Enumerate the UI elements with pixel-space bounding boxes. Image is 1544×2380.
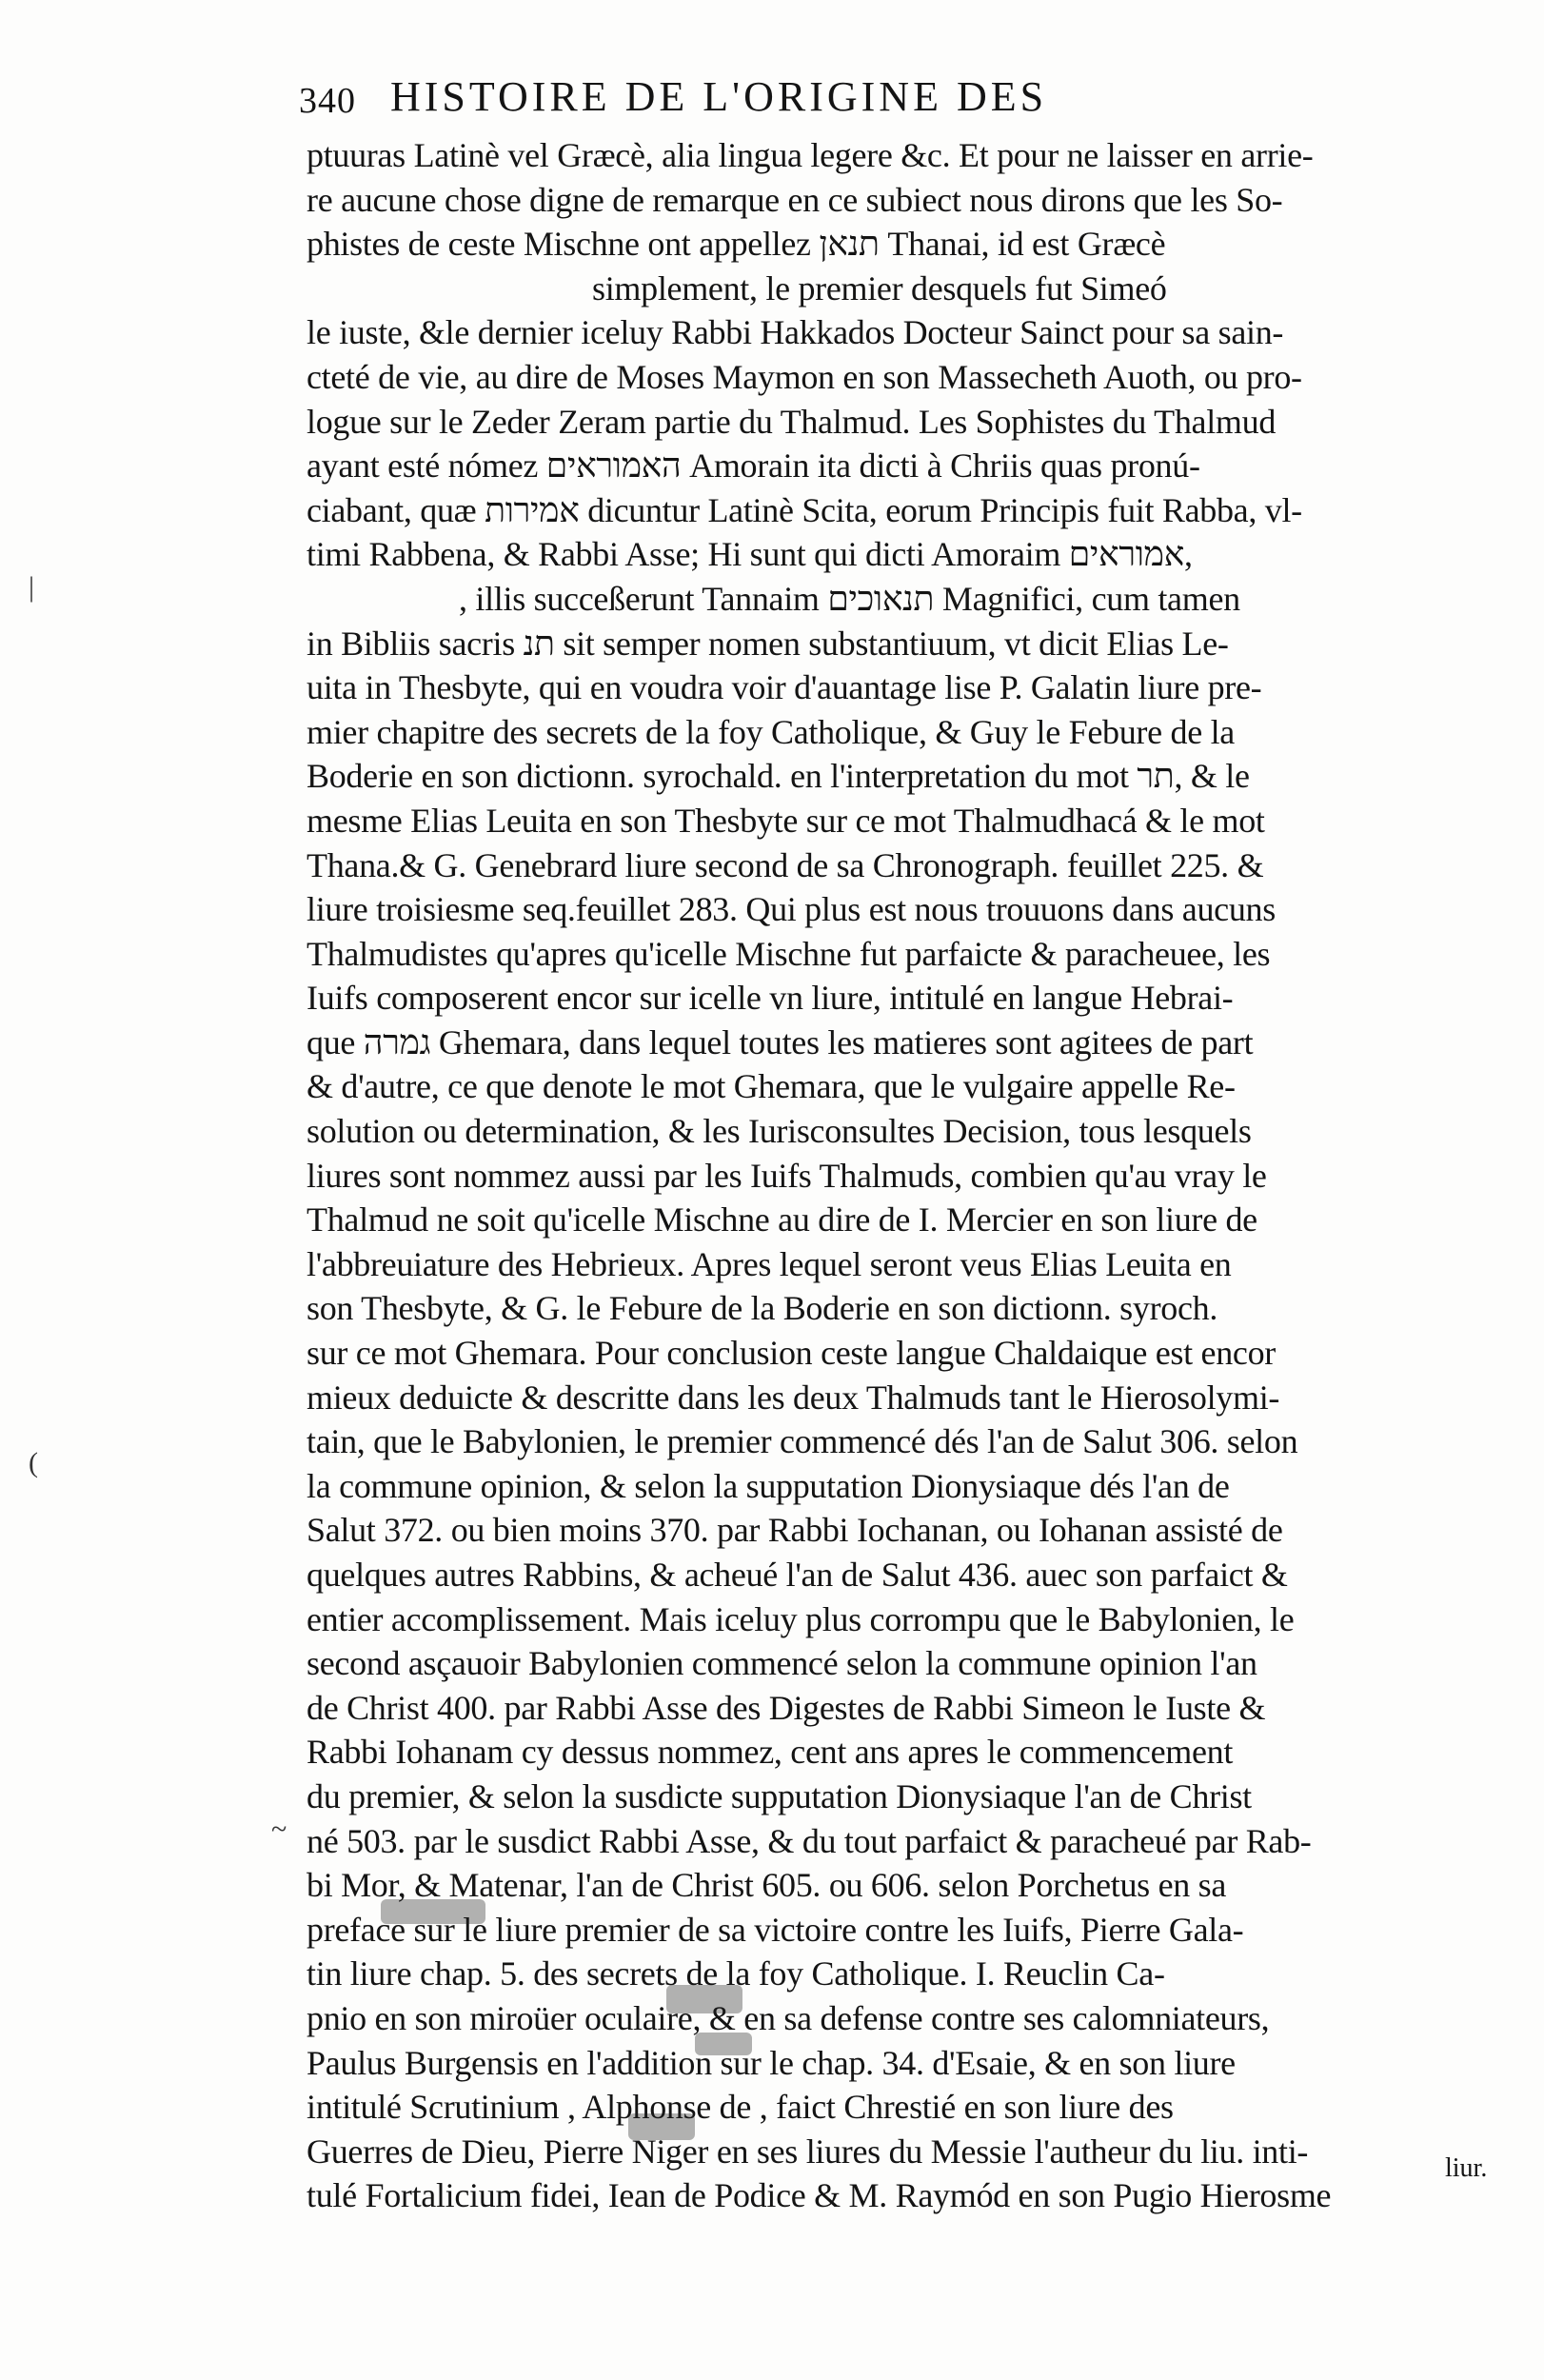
running-head: HISTOIRE DE L'ORIGINE DES (390, 73, 1048, 120)
ink-smudge (695, 2033, 752, 2055)
text-line: , illis succeßerunt Tannaim תנאוכים Magnifici, cum tamen (459, 579, 1240, 618)
text-line: simplement, le premier desquels fut Simeó (592, 268, 1167, 307)
text-line: ciabant, quæ אמירות dicuntur Latinè Scita, eorum Principis fuit Rabba, vl- (307, 490, 1302, 529)
text-line: Guerres de Dieu, Pierre Niger en ses liures du Messie l'autheur du liu. inti- (307, 2132, 1309, 2171)
text-line: Paulus Burgensis en l'addition sur le chap. 34. d'Esaie, & en son liure (307, 2043, 1236, 2082)
text-line: mieux deduicte & descritte dans les deux Thalmuds tant le Hierosolymi- (307, 1378, 1280, 1417)
text-line: Thalmud ne soit qu'icelle Mischne au dire de I. Mercier en son liure de (307, 1200, 1257, 1240)
page-header (286, 69, 1295, 126)
text-line: quelques autres Rabbins, & acheué l'an de Salut 436. auec son parfaict & (307, 1556, 1288, 1594)
text-line: que גמרה Ghemara, dans lequel toutes les matieres sont agitees de part (307, 1022, 1254, 1061)
margin-mark: ~ (271, 1814, 287, 1845)
page-number: 340 (299, 81, 356, 121)
text-line: Thana.& G. Genebrard liure second de sa Chronograph. feuillet 225. & (307, 845, 1264, 884)
text-line: tain, que le Babylonien, le premier commencé dés l'an de Salut 306. selon (307, 1422, 1298, 1461)
text-line: le iuste, &le dernier iceluy Rabbi Hakkados Docteur Sainct pour sa sain- (307, 313, 1284, 352)
text-line: liure troisiesme seq.feuillet 283. Qui plus est nous trouuons dans aucuns (307, 890, 1276, 929)
text-line: second asçauoir Babylonien commencé selon la commune opinion l'an (307, 1644, 1257, 1683)
text-line: ptuuras Latinè vel Græcè, alia lingua legere &c. Et pour ne laisser en arrie- (307, 136, 1314, 174)
margin-mark: ( (29, 1447, 38, 1478)
text-line: ayant esté nómez האמוראים Amorain ita dicti à Chriis quas pronú- (307, 446, 1200, 486)
text-line: mier chapitre des secrets de la foy Catholique, & Guy le Febure de la (307, 712, 1235, 751)
text-line: intitulé Scrutinium , Alphonse de , faict Chrestié en son liure des (307, 2088, 1174, 2127)
text-line: in Bibliis sacris תנ sit semper nomen substantiuum, vt dicit Elias Le- (307, 624, 1229, 663)
text-line: Thalmudistes qu'apres qu'icelle Mischne fut parfaicte & paracheuee, les (307, 934, 1271, 973)
text-line: Rabbi Iohanam cy dessus nommez, cent ans apres le commencement (307, 1733, 1234, 1772)
ink-smudge (628, 2113, 695, 2140)
text-line: & d'autre, ce que denote le mot Ghemara, que le vulgaire appelle Re- (307, 1067, 1236, 1106)
text-line: son Thesbyte, & G. le Febure de la Boderie en son dictionn. syroch. (307, 1289, 1218, 1328)
text-line: phistes de ceste Mischne ont appellez תנאן Thanai, id est Græcè (307, 225, 1166, 264)
text-line: mesme Elias Leuita en son Thesbyte sur ce mot Thalmudhacá & le mot (307, 801, 1265, 840)
text-line: Salut 372. ou bien moins 370. par Rabbi Iochanan, ou Iohanan assisté de (307, 1511, 1283, 1550)
text-line: tulé Fortalicium fidei, Iean de Podice & M. Raymód en son Pugio Hierosme (307, 2176, 1332, 2215)
text-line: cteté de vie, au dire de Moses Maymon en son Massecheth Auoth, ou pro- (307, 357, 1302, 396)
text-line: Iuifs composerent encor sur icelle vn liure, intitulé en langue Hebrai- (307, 979, 1234, 1018)
ink-smudge (666, 1985, 742, 2013)
text-line: bi Mor, & Matenar, l'an de Christ 605. ou 606. selon Porchetus en sa (307, 1866, 1227, 1905)
text-line: sur ce mot Ghemara. Pour conclusion ceste langue Chaldaique est encor (307, 1334, 1276, 1373)
text-line: entier accomplissement. Mais iceluy plus corrompu que le Babylonien, le (307, 1599, 1295, 1638)
margin-mark: | (29, 571, 35, 603)
text-line: tin liure chap. 5. des secrets de la foy Catholique. I. Reuclin Ca- (307, 1954, 1165, 1993)
catchword: liur. (1445, 2153, 1488, 2183)
text-line: solution ou determination, & les Iurisconsultes Decision, tous lesquels (307, 1112, 1252, 1151)
text-line: de Christ 400. par Rabbi Asse des Digestes de Rabbi Simeon le Iuste & (307, 1688, 1266, 1727)
text-line: uita in Thesbyte, qui en voudra voir d'auantage lise P. Galatin liure pre- (307, 668, 1262, 707)
text-line: né 503. par le susdict Rabbi Asse, & du tout parfaict & paracheué par Rab- (307, 1821, 1312, 1860)
text-line: timi Rabbena, & Rabbi Asse; Hi sunt qui dicti Amoraim אמוראים, (307, 535, 1193, 574)
text-line: re aucune chose digne de remarque en ce subiect nous dirons que les So- (307, 180, 1283, 219)
ink-smudge (381, 1899, 485, 1924)
text-line: du premier, & selon la susdicte supputation Dionysiaque l'an de Christ (307, 1776, 1252, 1815)
body-text (307, 133, 1501, 2218)
text-line: Boderie en son dictionn. syrochald. en l'interpretation du mot תר, & le (307, 757, 1250, 796)
text-line: la commune opinion, & selon la supputation Dionysiaque dés l'an de (307, 1466, 1230, 1505)
text-line: liures sont nommez aussi par les Iuifs Thalmuds, combien qu'au vray le (307, 1156, 1267, 1195)
text-line: pnio en son miroüer oculaire, & en sa defense contre ses calomniateurs, (307, 1998, 1270, 2037)
text-line: logue sur le Zeder Zeram partie du Thalmud. Les Sophistes du Thalmud (307, 402, 1277, 441)
text-line: l'abbreuiature des Hebrieux. Apres lequel seront veus Elias Leuita en (307, 1244, 1232, 1283)
text-line: preface sur le liure premier de sa victoire contre les Iuifs, Pierre Gala- (307, 1910, 1244, 1949)
